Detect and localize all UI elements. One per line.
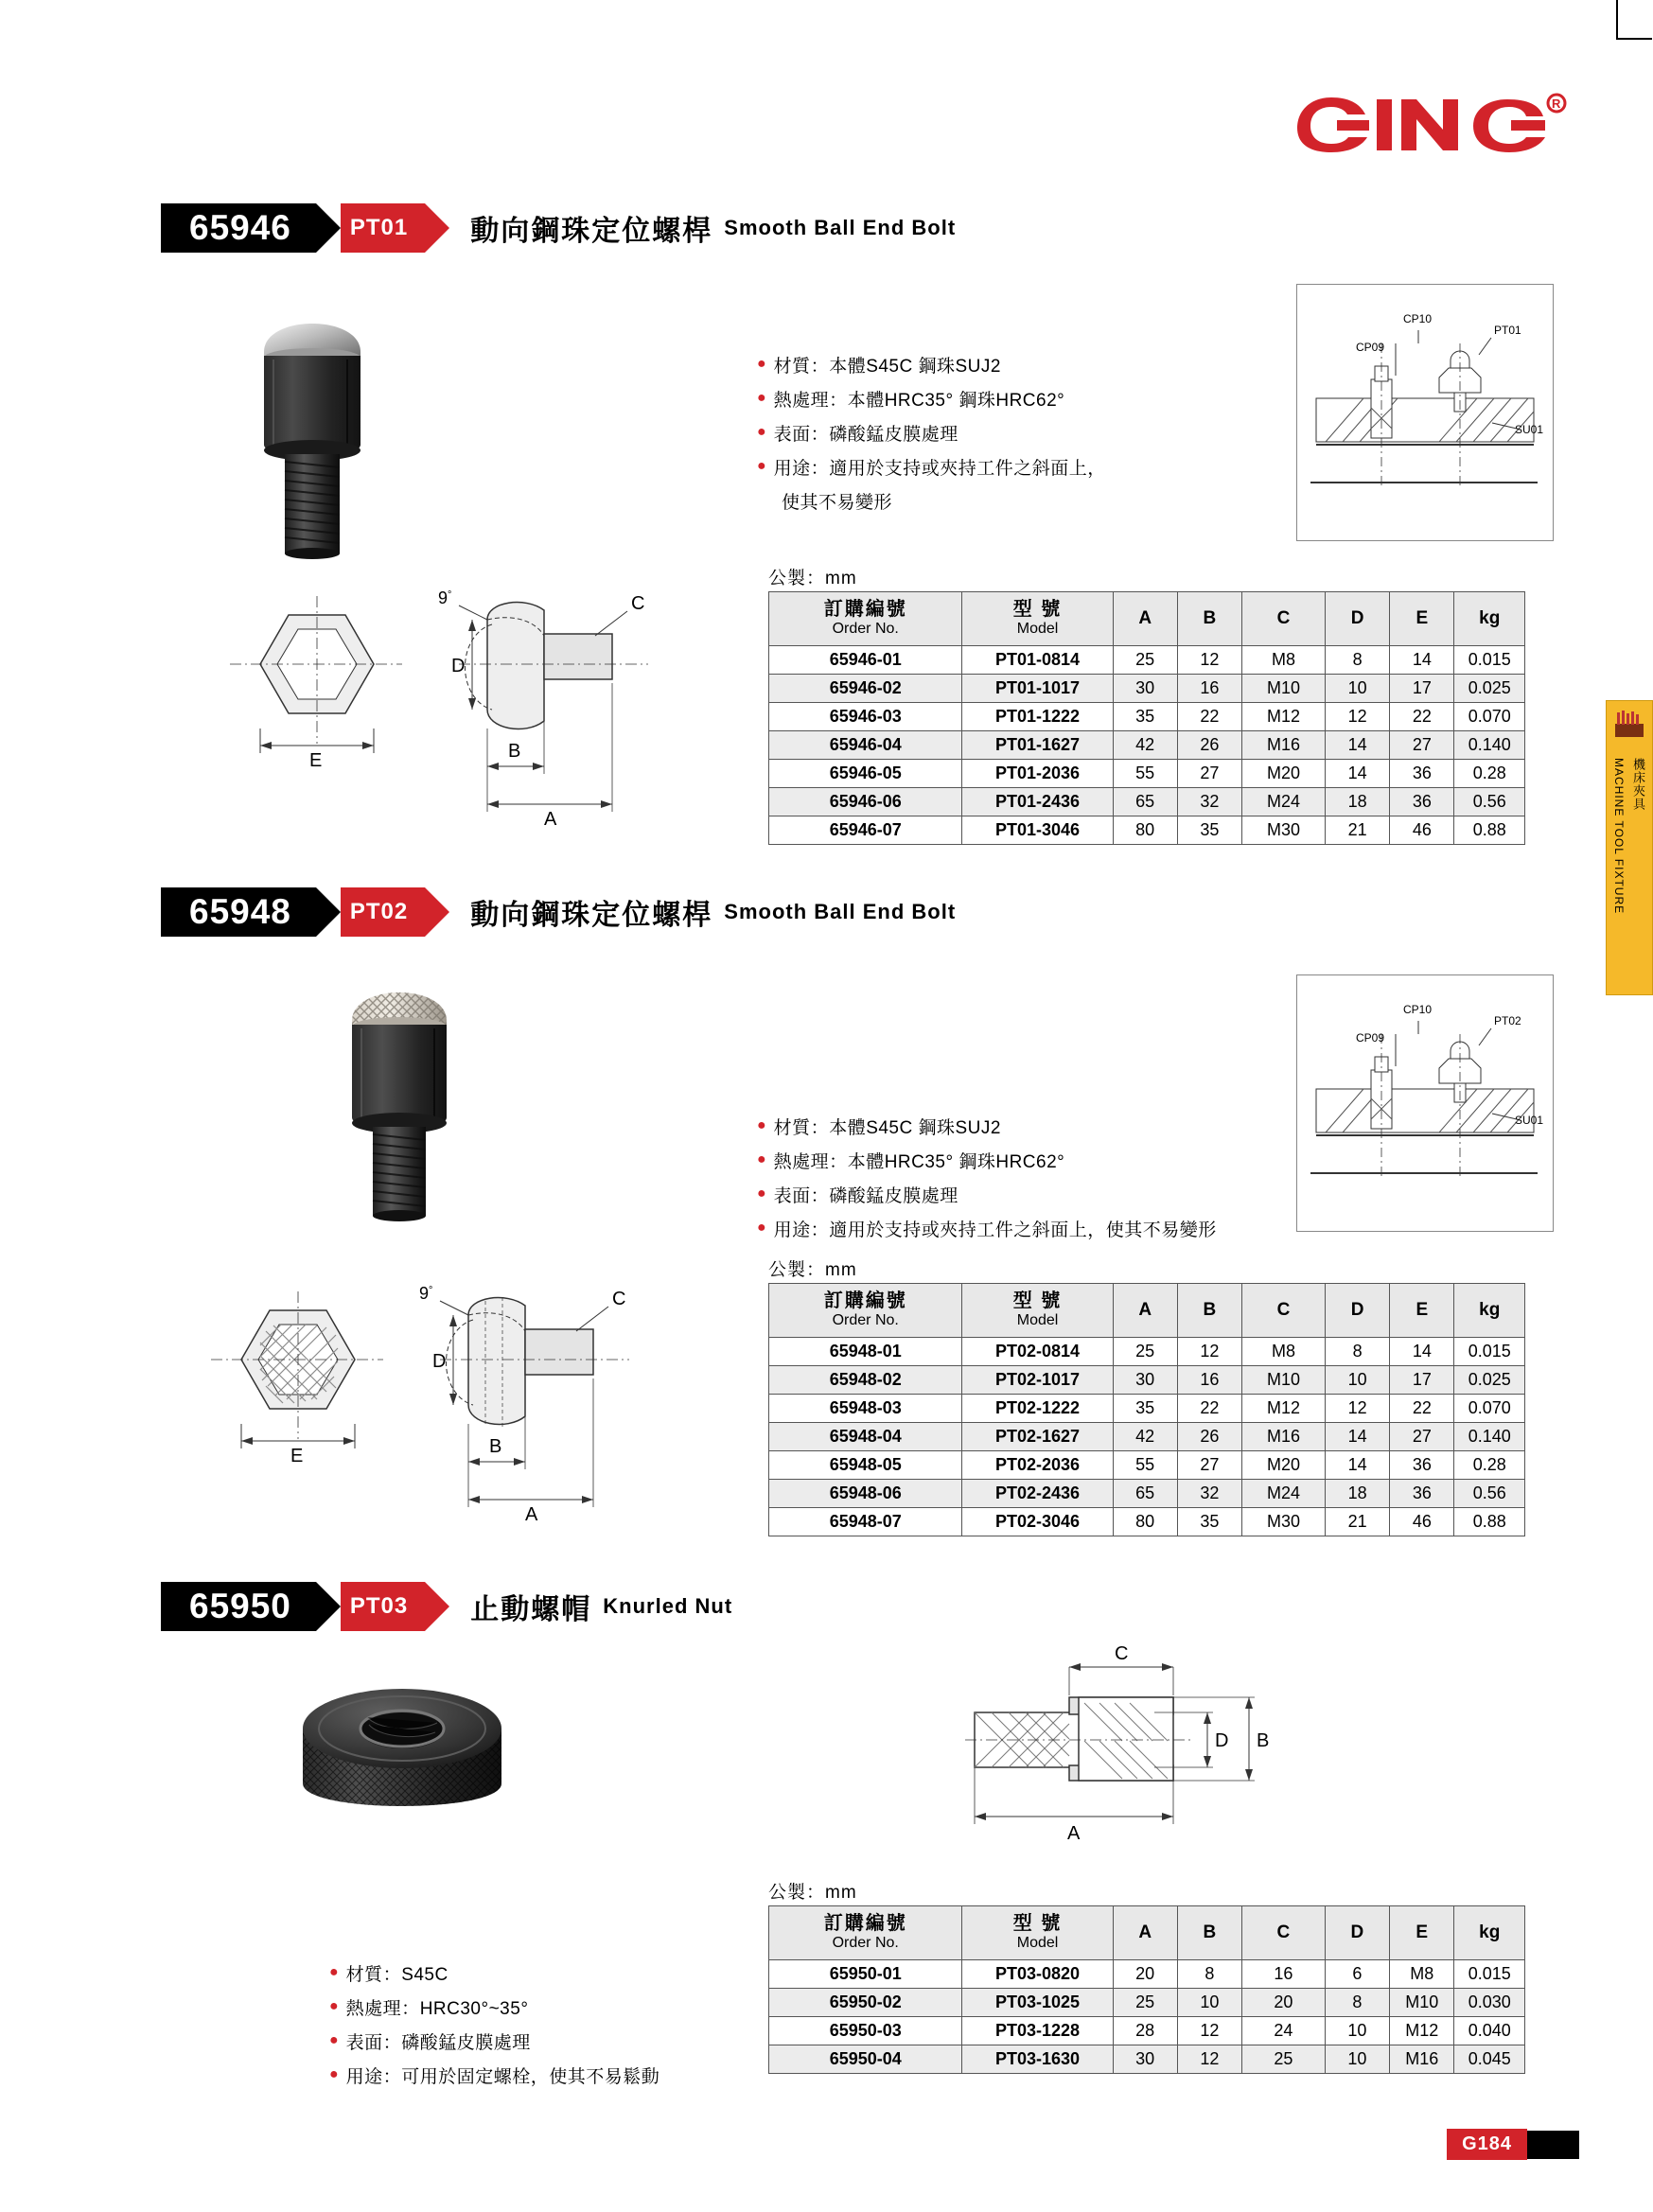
table-row: 65948-07 PT02-3046 80 35 M30 21 46 0.88 [769,1508,1525,1536]
col-order-no: 訂購編號 Order No. [769,592,962,646]
table-row: 65946-02 PT01-1017 30 16 M10 10 17 0.025 [769,675,1525,703]
col-b: B [1177,1906,1241,1960]
bullet-icon: ● [329,1964,339,1980]
footer-black-bar [1527,2131,1579,2159]
bullet-icon: ● [329,2066,339,2083]
spec-item: ● 熱處理：本體HRC35° 鋼珠HRC62° [757,384,1106,418]
spec-item: ● 材質：本體S45C 鋼珠SUJ2 [757,1112,1217,1146]
bullet-icon: ● [757,356,766,372]
col-a: A [1113,592,1177,646]
product-photo-65948 [322,960,530,1239]
section-code-arrow [425,203,449,253]
section-title [449,1582,732,1631]
crop-mark [1618,38,1652,40]
product-photo-65950 [284,1670,549,1854]
bullet-icon: ● [329,1998,339,2015]
section-number: 65950 [161,1582,316,1631]
table-row: 65946-05 PT01-2036 55 27 M20 14 36 0.28 [769,760,1525,788]
spec-item: ● 表面：磷酸錳皮膜處理 [757,1180,1217,1214]
section-title-en: Knurled Nut [603,1594,733,1618]
section-header-65946 [161,203,956,253]
side-tab [1606,700,1653,995]
spec-item: ● 熱處理：HRC30°~35° [329,1993,659,2027]
section-code: PT01 [341,203,425,253]
svg-text:B: B [489,1436,502,1457]
svg-text:C: C [1115,1643,1129,1664]
col-b: B [1177,1284,1241,1338]
product-photo-65946 [232,293,440,582]
spec-table-65948 [768,1283,1525,1536]
table-row: 65948-03 PT02-1222 35 22 M12 12 22 0.070 [769,1395,1525,1423]
section-title [449,887,956,937]
col-model: 型 號 Model [962,1906,1113,1960]
bullet-icon: ● [757,1117,766,1133]
side-tab-en: MACHINE TOOL FIXTURE [1612,758,1626,915]
spec-item: ● 表面：磷酸錳皮膜處理 [329,2027,659,2061]
col-c: C [1241,592,1325,646]
engineering-drawing-65948 [185,1273,714,1561]
section-number-arrow [316,1582,341,1631]
svg-text:A: A [544,809,557,830]
table-row: 65948-02 PT02-1017 30 16 M10 10 17 0.025 [769,1366,1525,1395]
table-row: 65950-04 PT03-1630 30 12 25 10 M16 0.045 [769,2045,1525,2074]
svg-text:9°: 9° [419,1284,433,1303]
svg-text:D: D [1215,1730,1229,1751]
brand-logo [1295,90,1579,156]
table-row: 65948-05 PT02-2036 55 27 M20 14 36 0.28 [769,1451,1525,1480]
bullet-icon: ● [329,2032,339,2049]
svg-text:CP09: CP09 [1356,341,1385,354]
col-kg: kg [1454,1906,1525,1960]
col-model: 型 號 Model [962,1284,1113,1338]
col-c: C [1241,1906,1325,1960]
spec-item: ● 用途：適用於支持或夾持工件之斜面上， [757,452,1106,486]
engineering-drawing-65946 [203,577,714,866]
col-order-no: 訂購編號 Order No. [769,1906,962,1960]
svg-text:CP10: CP10 [1403,312,1433,325]
col-c: C [1241,1284,1325,1338]
spec-item: ● 用途：可用於固定螺栓，使其不易鬆動 [329,2061,659,2095]
spec-table-65946 [768,591,1525,845]
section-title [449,203,956,253]
side-tab-cn: 機床夾具 [1631,758,1645,811]
unit-label-65950: 公製：mm [768,1883,857,1903]
bullet-icon: ● [757,390,766,407]
spec-item: ● 表面：磷酸錳皮膜處理 [757,418,1106,452]
spec-table-65950 [768,1905,1525,2074]
bullet-icon: ● [757,1151,766,1168]
col-a: A [1113,1284,1177,1338]
col-e: E [1390,592,1454,646]
section-header-65948 [161,887,956,937]
section-title-en: Smooth Ball End Bolt [724,900,957,923]
table-row: 65950-02 PT03-1025 25 10 20 8 M10 0.030 [769,1989,1525,2017]
svg-text:C: C [612,1289,626,1309]
section-number: 65946 [161,203,316,253]
col-order-no: 訂購編號 Order No. [769,1284,962,1338]
table-row: 65948-06 PT02-2436 65 32 M24 18 36 0.56 [769,1480,1525,1508]
engineering-drawing-65950 [937,1643,1334,1869]
col-d: D [1325,1906,1389,1960]
section-header-65950 [161,1582,732,1631]
section-number: 65948 [161,887,316,937]
svg-text:CP10: CP10 [1403,1003,1433,1016]
svg-text:A: A [1067,1823,1081,1844]
unit-label-65948: 公製：mm [768,1260,857,1280]
svg-text:SU01: SU01 [1515,423,1544,436]
col-e: E [1390,1284,1454,1338]
section-number-arrow [316,203,341,253]
section-title-cn: 動向鋼珠定位螺桿 [470,216,713,247]
col-e: E [1390,1906,1454,1960]
spec-item: ● 材質：本體S45C 鋼珠SUJ2 [757,350,1106,384]
table-row: 65948-04 PT02-1627 42 26 M16 14 27 0.140 [769,1423,1525,1451]
svg-text:PT02: PT02 [1494,1014,1521,1027]
col-model: 型 號 Model [962,592,1113,646]
bullet-icon: ● [757,1185,766,1203]
section-code: PT03 [341,1582,425,1631]
svg-text:PT01: PT01 [1494,324,1521,337]
svg-text:D: D [451,656,466,676]
col-b: B [1177,592,1241,646]
spec-item: ● 材質：S45C [329,1958,659,1993]
col-a: A [1113,1906,1177,1960]
section-code: PT02 [341,887,425,937]
col-d: D [1326,1284,1390,1338]
bullet-icon: ● [757,458,766,475]
svg-text:B: B [1257,1730,1270,1751]
table-row: 65946-01 PT01-0814 25 12 M8 8 14 0.015 [769,646,1525,675]
section-number-arrow [316,887,341,937]
svg-text:C: C [631,593,645,614]
table-row: 65948-01 PT02-0814 25 12 M8 8 14 0.015 [769,1338,1525,1366]
assembly-diagram-65948 [1296,974,1554,1232]
spec-item: ● 熱處理：本體HRC35° 鋼珠HRC62° [757,1146,1217,1180]
section-title-cn: 止動螺帽 [470,1594,592,1625]
table-row: 65946-07 PT01-3046 80 35 M30 21 46 0.88 [769,816,1525,845]
svg-text:D: D [432,1351,447,1372]
section-title-en: Smooth Ball End Bolt [724,216,957,239]
assembly-diagram-65946 [1296,284,1554,541]
table-row: 65946-03 PT01-1222 35 22 M12 12 22 0.070 [769,703,1525,731]
spec-list-65950 [329,1958,659,2095]
bullet-icon: ● [757,424,766,441]
table-row: 65950-03 PT03-1228 28 12 24 10 M12 0.040 [769,2017,1525,2045]
svg-text:E: E [309,750,323,771]
section-code-arrow [425,1582,449,1631]
spec-list-65946 [757,350,1106,520]
svg-text:B: B [508,741,521,762]
unit-label-65946: 公製：mm [768,569,857,588]
svg-text:CP09: CP09 [1356,1031,1385,1045]
section-code-arrow [425,887,449,937]
col-kg: kg [1454,1284,1525,1338]
bullet-icon: ● [757,1220,766,1237]
crop-mark [1616,0,1618,40]
spec-list-65948 [757,1112,1217,1248]
col-kg: kg [1454,592,1525,646]
spec-item: ● 用途：適用於支持或夾持工件之斜面上，使其不易變形 [757,1214,1217,1248]
svg-text:A: A [525,1504,538,1525]
svg-text:SU01: SU01 [1515,1114,1544,1127]
spec-item: 使其不易變形 [782,493,893,514]
page-badge: G184 [1447,2129,1527,2160]
svg-text:9°: 9° [438,588,452,607]
page-footer [1447,2129,1579,2160]
svg-text:R: R [1552,97,1561,111]
col-d: D [1326,592,1390,646]
table-row: 65946-06 PT01-2436 65 32 M24 18 36 0.56 [769,788,1525,816]
table-row: 65946-04 PT01-1627 42 26 M16 14 27 0.140 [769,731,1525,760]
table-row: 65950-01 PT03-0820 20 8 16 6 M8 0.015 [769,1960,1525,1989]
section-title-cn: 動向鋼珠定位螺桿 [470,900,713,931]
svg-text:E: E [290,1446,304,1466]
